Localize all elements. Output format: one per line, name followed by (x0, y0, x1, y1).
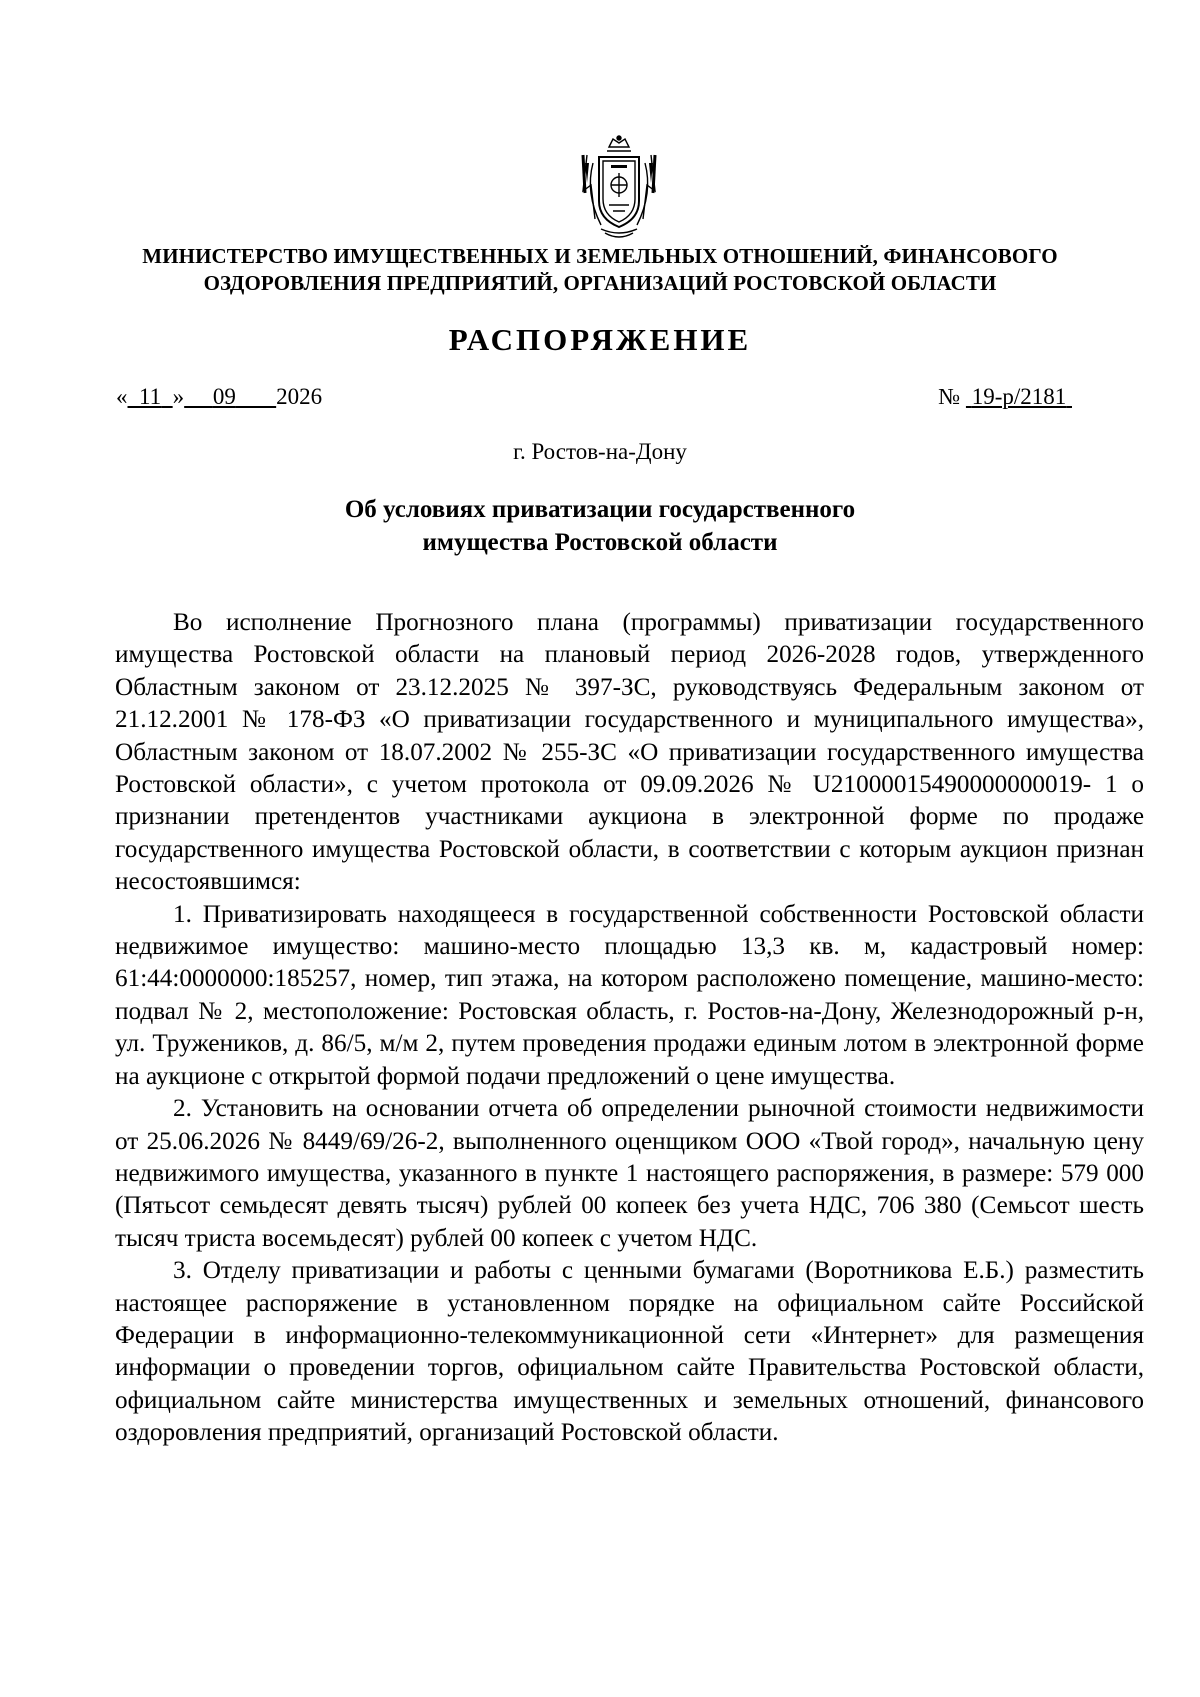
ministry-line-2: ОЗДОРОВЛЕНИЯ ПРЕДПРИЯТИЙ, ОРГАНИЗАЦИЙ РОСТОВСКОЙ ОБЛАСТИ (203, 271, 997, 295)
date-year: 2026 (276, 384, 323, 409)
city-line: г. Ростов-на-Дону (513, 439, 687, 464)
document-body (115, 607, 1144, 1450)
clause-1-paragraph: 1. Приватизировать находящееся в государственной собственности Ростовской области недвижимое имущество: машино-место площадью 13,3 кв. м, кадастровый номер: 61:44:0000000:185257, номер, тип этажа, на котором расположено помещение, машино-место: подвал № 2, местоположение: Ростовская область, г. Ростов-на-Дону, Железнодорожный р-н, ул. Тружеников, д. 86/5, м/м 2, путем проведения продажи единым лотом в электронной форме на аукционе с открытой формой подачи предложений о цене имущества. (115, 900, 1144, 1090)
date-day: 11 (139, 384, 162, 409)
date-number-row (116, 382, 1072, 412)
clause-2-paragraph: 2. Установить на основании отчета об определении рыночной стоимости недвижимости от 25.06.2026 № 8449/69/26-2, выполненного оценщиком ООО «Твой город», начальную цену недвижимого имущества, указанного в пункте 1 настоящего распоряжения, в размере: 579 000 (Пятьсот семьдесят девять тысяч) рублей 00 копеек без учета НДС, 706 380 (Семьсот шесть тысяч триста восемьдесят) рублей 00 копеек с учетом НДС. (115, 1095, 1144, 1252)
preamble-paragraph: Во исполнение Прогнозного плана (программы) приватизации государственного имущества Ростовской области на плановый период 2026-2028 годов, утвержденного Областным законом от 23.12.2025 № 397-ЗС, руководствуясь Федеральным законом от 21.12.2001 № 178-ФЗ «О приватизации государственного и муниципального имущества», Областным законом от 18.07.2002 № 255-ЗС «О приватизации государственного имущества Ростовской области», с учетом протокола от 09.09.2026 № U21000015490000000019- 1 о признании претендентов участниками аукциона в электронной форме по продаже государственного имущества Ростовской области, в соответствии с которым аукцион признан несостоявшимся: (115, 609, 1144, 896)
ministry-name (100, 243, 1100, 297)
date-month: 09 (212, 384, 236, 409)
date-open-quote: « (116, 384, 128, 409)
ministry-line-1: МИНИСТЕРСТВО ИМУЩЕСТВЕННЫХ И ЗЕМЕЛЬНЫХ ОТНОШЕНИЙ, ФИНАНСОВОГО (142, 244, 1058, 268)
document-type-title: РАСПОРЯЖЕНИЕ (448, 322, 752, 357)
date-close-quote: » (172, 384, 185, 409)
subject-line-2: имущества Ростовской области (422, 529, 778, 556)
coat-of-arms-icon (573, 133, 665, 243)
subject-line-1: Об условиях приватизации государственного (344, 496, 856, 523)
clause-3-paragraph: 3. Отделу приватизации и работы с ценными бумагами (Воротникова Е.Б.) разместить настоящее распоряжение в установленном порядке на официальном сайте Российской Федерации в информационно-телекоммуникационной сети «Интернет» для размещения информации о проведении торгов, официальном сайте Правительства Ростовской области, официальном сайте министерства имущественных и земельных отношений, финансового оздоровления предприятий, организаций Ростовской области. (115, 1257, 1144, 1447)
document-date (116, 382, 322, 412)
number-prefix: № (938, 384, 961, 409)
number-value: 19-р/2181 (971, 384, 1067, 409)
document-number (938, 382, 1072, 412)
document-subject (200, 493, 1000, 559)
